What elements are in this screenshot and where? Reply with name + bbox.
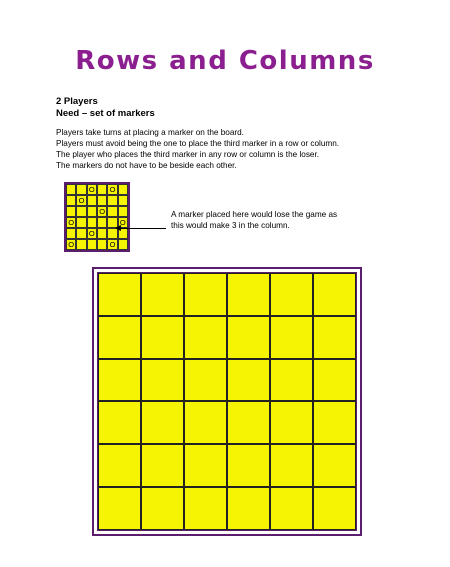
empty-cell	[76, 206, 86, 217]
empty-cell	[107, 206, 117, 217]
note-line: this would make 3 in the column.	[171, 221, 290, 230]
game-board	[97, 272, 357, 531]
board-cell[interactable]	[313, 487, 356, 530]
rule-line: The markers do not have to be beside each other.	[56, 161, 237, 170]
marker-cell: O	[76, 195, 86, 206]
marker-cell: O	[66, 217, 76, 228]
board-cell[interactable]	[98, 444, 141, 487]
arrow-icon	[120, 228, 166, 229]
board-cell[interactable]	[313, 444, 356, 487]
empty-cell	[118, 184, 128, 195]
rule-line: Players must avoid being the one to place the third marker in a row or column.	[56, 139, 340, 148]
empty-cell	[118, 195, 128, 206]
empty-cell	[66, 206, 76, 217]
board-cell[interactable]	[227, 401, 270, 444]
empty-cell	[76, 228, 86, 239]
empty-cell	[118, 239, 128, 250]
rule-line: Players take turns at placing a marker on the board.	[56, 128, 244, 137]
empty-cell	[97, 239, 107, 250]
board-cell[interactable]	[184, 316, 227, 359]
note-line: A marker placed here would lose the game as	[171, 210, 338, 219]
board-cell[interactable]	[141, 487, 184, 530]
empty-cell	[87, 195, 97, 206]
empty-cell	[97, 228, 107, 239]
marker-cell: O	[87, 228, 97, 239]
board-cell[interactable]	[270, 359, 313, 402]
board-cell[interactable]	[270, 444, 313, 487]
example-note	[171, 209, 337, 231]
page-title: Rows and Columns	[75, 46, 375, 76]
board-cell[interactable]	[141, 401, 184, 444]
board-cell[interactable]	[184, 359, 227, 402]
marker-cell: O	[118, 217, 128, 228]
board-cell[interactable]	[141, 359, 184, 402]
game-board-frame	[92, 267, 362, 536]
players-line: 2 Players	[56, 96, 98, 107]
empty-cell	[87, 217, 97, 228]
board-cell[interactable]	[98, 316, 141, 359]
board-cell[interactable]	[227, 273, 270, 316]
board-cell[interactable]	[227, 444, 270, 487]
empty-cell	[87, 206, 97, 217]
marker-cell: O	[107, 239, 117, 250]
board-cell[interactable]	[184, 487, 227, 530]
empty-cell	[87, 239, 97, 250]
empty-cell	[97, 184, 107, 195]
board-cell[interactable]	[270, 401, 313, 444]
board-cell[interactable]	[270, 316, 313, 359]
board-cell[interactable]	[184, 273, 227, 316]
marker-cell: O	[97, 206, 107, 217]
board-cell[interactable]	[184, 401, 227, 444]
board-cell[interactable]	[227, 487, 270, 530]
empty-cell	[76, 217, 86, 228]
empty-cell	[97, 195, 107, 206]
rule-line: The player who places the third marker in any row or column is the loser.	[56, 150, 320, 159]
board-cell[interactable]	[98, 401, 141, 444]
empty-cell	[97, 217, 107, 228]
empty-cell	[107, 195, 117, 206]
board-cell[interactable]	[270, 273, 313, 316]
need-line: Need – set of markers	[56, 108, 155, 119]
empty-cell	[66, 184, 76, 195]
board-cell[interactable]	[313, 359, 356, 402]
empty-cell	[76, 184, 86, 195]
board-cell[interactable]	[98, 487, 141, 530]
board-cell[interactable]	[227, 316, 270, 359]
marker-cell: O	[87, 184, 97, 195]
board-cell[interactable]	[98, 273, 141, 316]
board-cell[interactable]	[98, 359, 141, 402]
board-cell[interactable]	[184, 444, 227, 487]
rules-text	[56, 127, 416, 171]
board-cell[interactable]	[270, 487, 313, 530]
board-cell[interactable]	[141, 273, 184, 316]
board-cell[interactable]	[313, 316, 356, 359]
marker-cell: O	[107, 184, 117, 195]
example-board	[64, 182, 130, 252]
empty-cell	[66, 228, 76, 239]
board-cell[interactable]	[141, 444, 184, 487]
board-cell[interactable]	[313, 401, 356, 444]
empty-cell	[66, 195, 76, 206]
marker-cell: O	[66, 239, 76, 250]
board-cell[interactable]	[227, 359, 270, 402]
empty-cell	[76, 239, 86, 250]
empty-cell	[118, 206, 128, 217]
board-cell[interactable]	[313, 273, 356, 316]
board-cell[interactable]	[141, 316, 184, 359]
